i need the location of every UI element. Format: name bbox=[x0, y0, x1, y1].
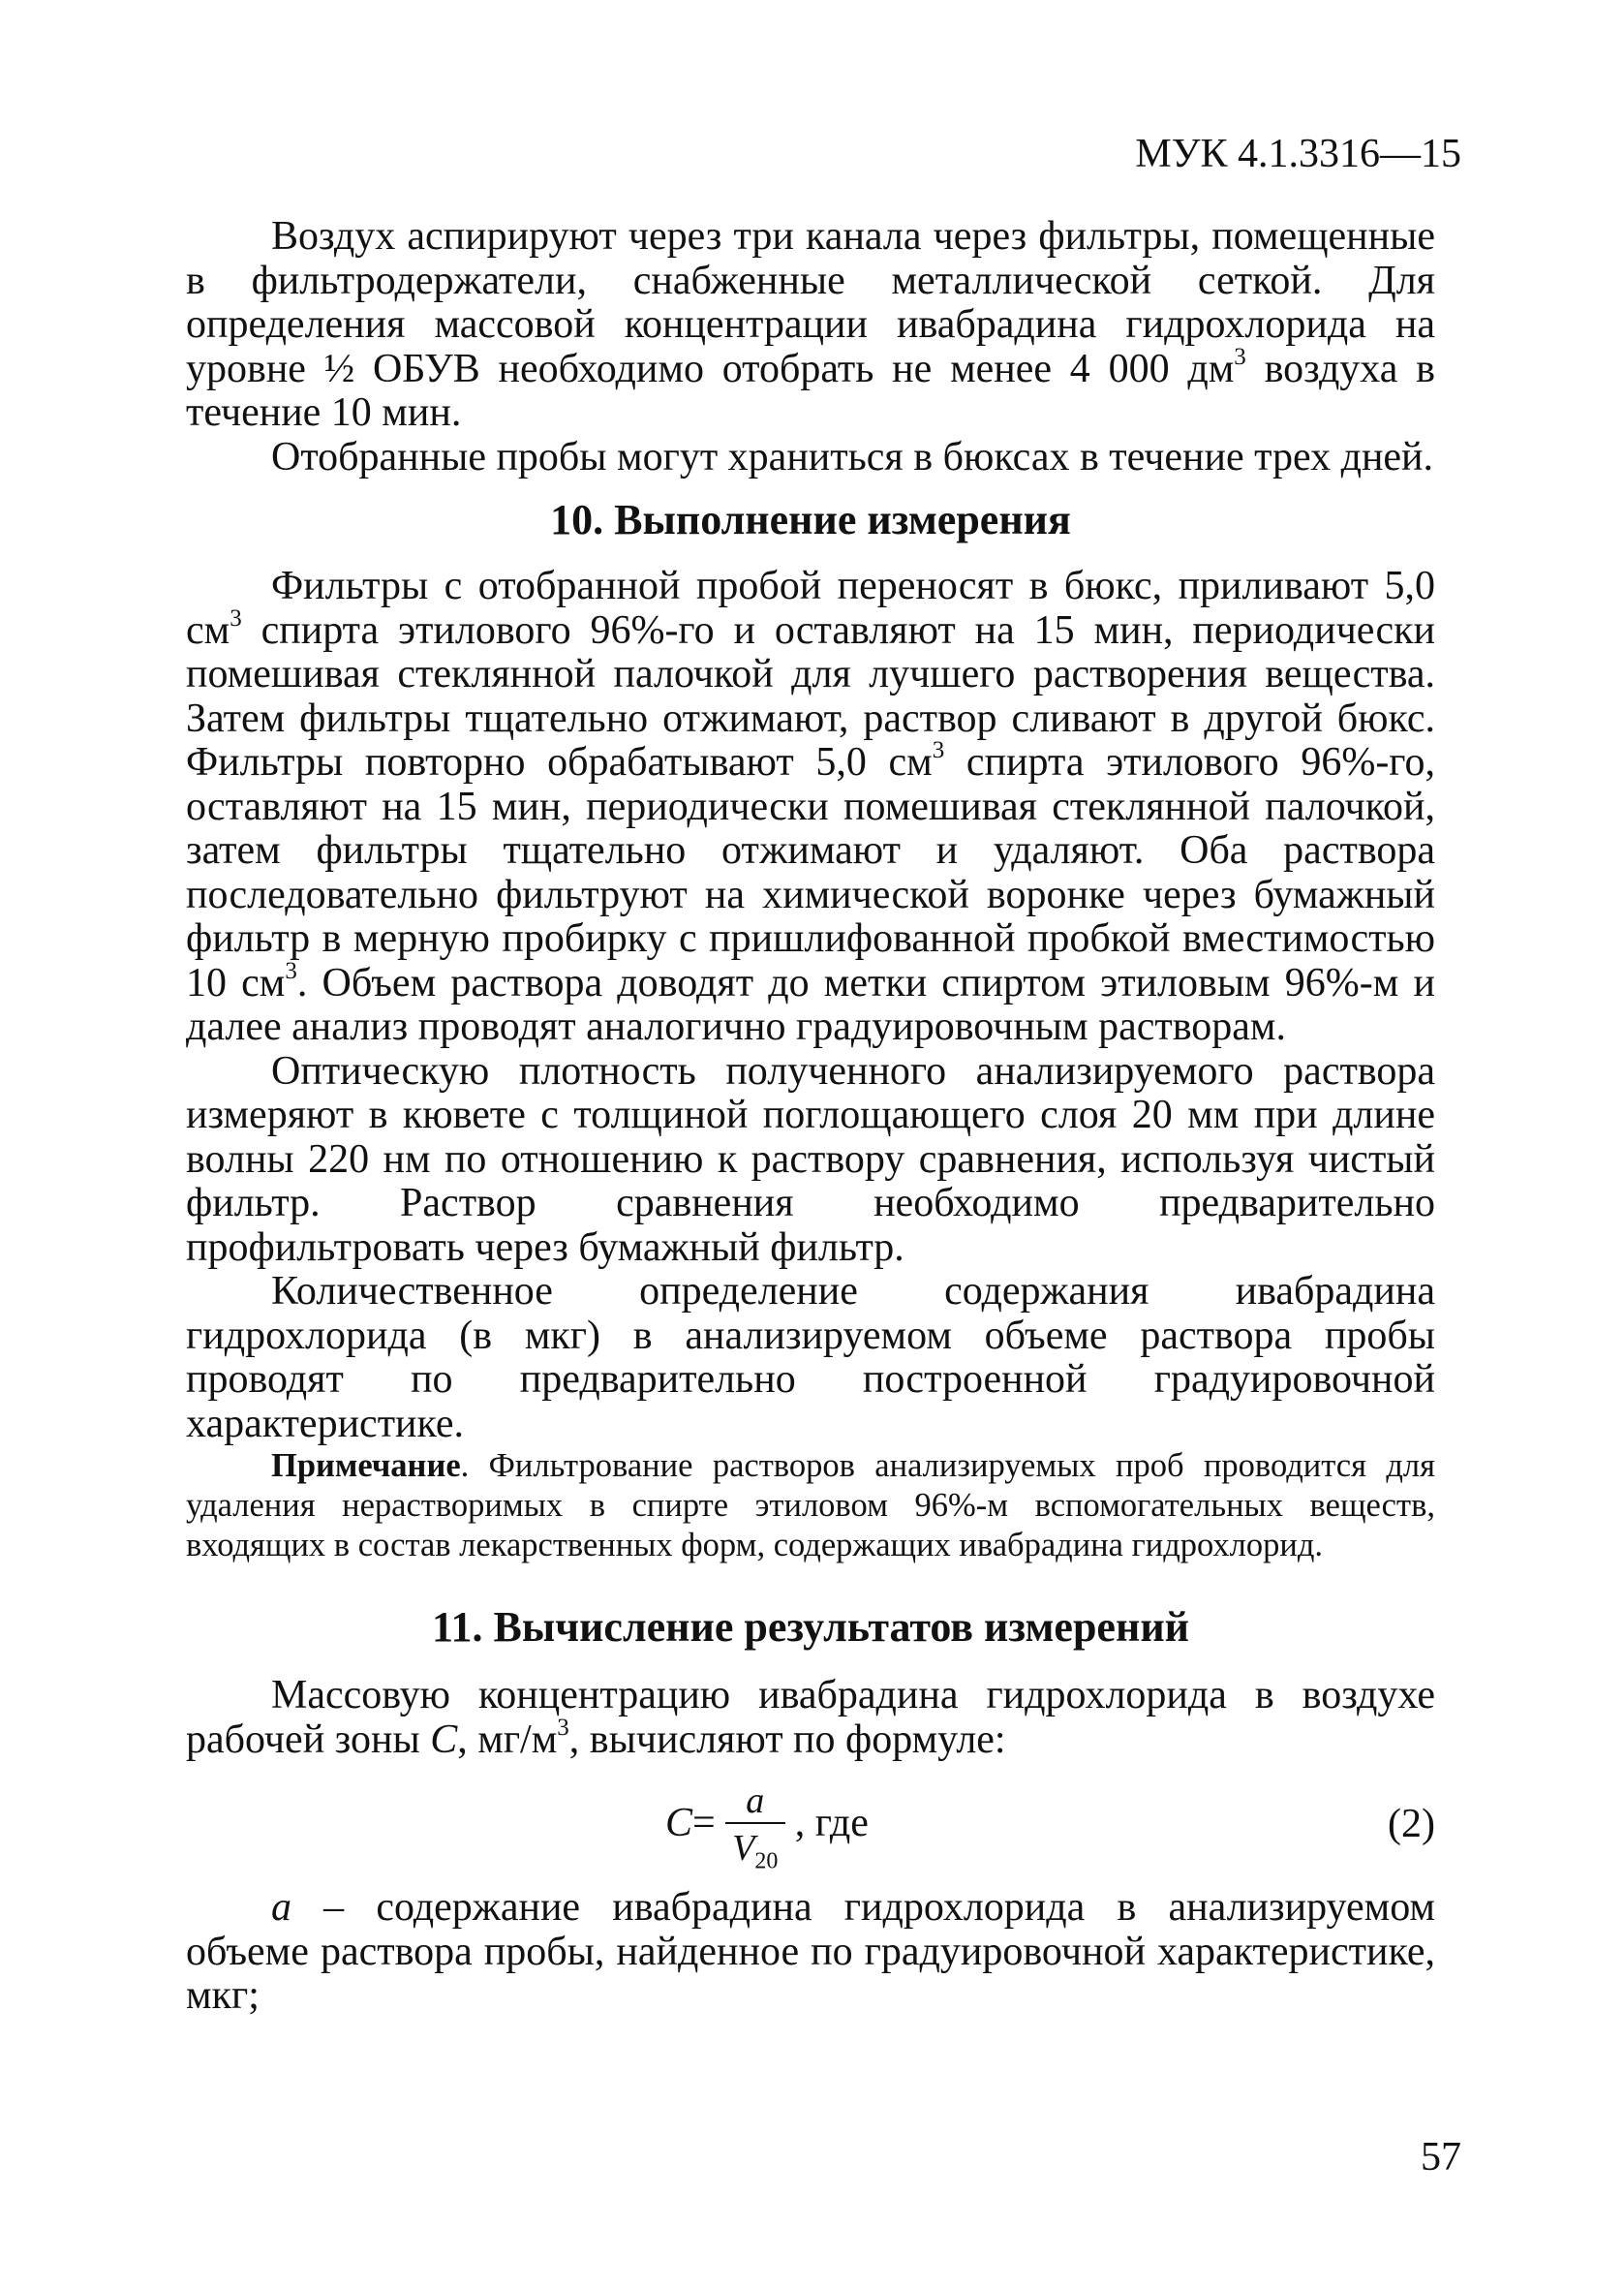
text-fragment: спирта этилового 96%-го и оставляют на 15 мин, периодически помешивая стеклянной палочкой для лучшего растворения вещества. Затем фильтры тщательно отжимают, раствор сливают в другой бюкс. Фильтры повторно обрабатывают 5,0 см bbox=[186, 607, 1435, 785]
formula-numerator: a bbox=[746, 1779, 765, 1821]
section-10-heading: 10. Выполнение измерения bbox=[550, 496, 1071, 543]
page-number: 57 bbox=[1421, 2135, 1461, 2180]
variable-c: C bbox=[430, 1717, 458, 1762]
superscript: 3 bbox=[557, 1714, 569, 1741]
note bbox=[186, 1446, 1435, 1565]
paragraph-variable-definition bbox=[186, 1886, 1435, 2019]
text-fragment: спирта этилового 96%-го, оставляют на 15 мин, периодически помешивая стеклянной палочкой, затем фильтры тщательно отжимают и удаляют. Оба раствора последовательно фильтруют на химической воронке через бумажный фильтр в мерную пробирку с пришлифованной пробкой вместимостью 10 см bbox=[186, 740, 1435, 1005]
formula bbox=[665, 1779, 869, 1874]
paragraph-optical-density: Оптическую плотность полученного анализируемого раствора измеряют в кювете с толщиной поглощающего слоя 20 мм при длине волны 220 нм по отношению к раствору сравнения, используя чистый фильтр. Раствор сравнения необходимо предварительно профильтровать через бумажный фильтр. bbox=[186, 1048, 1435, 1270]
text-fragment: Массовую концентрацию ивабрадина гидрохлорида в воздухе рабочей зоны bbox=[186, 1673, 1435, 1762]
paragraph-quantitative-determination: Количественное определение содержания ивабрадина гидрохлорида (в мкг) в анализируемом объеме раствора пробы проводят по предварительно построенной градуировочной характеристике. bbox=[186, 1269, 1435, 1446]
formula-fraction bbox=[725, 1779, 785, 1874]
superscript: 3 bbox=[285, 957, 297, 984]
page-content bbox=[186, 215, 1435, 2019]
note-label: Примечание bbox=[271, 1447, 461, 1484]
document-code: МУК 4.1.3316—15 bbox=[1135, 132, 1461, 176]
paragraph-sample-storage: Отобранные пробы могут храниться в бюксах в течение трех дней. bbox=[271, 434, 1434, 479]
section-11-heading: 11. Вычисление результатов измерений bbox=[431, 1603, 1190, 1651]
superscript: 3 bbox=[932, 737, 945, 763]
note-text: . Фильтрование растворов анализируемых проб проводится для удаления нерастворимых в спирте этиловом 96%-м вспомогательных веществ, входящих в состав лекарственных форм, содержащих ивабрадина гидрохлорид. bbox=[186, 1447, 1435, 1563]
superscript: 3 bbox=[230, 604, 242, 632]
formula-block bbox=[186, 1779, 1435, 1874]
text-fragment: . Объем раствора доводят до метки спиртом этиловым 96%-м и далее анализ проводят аналогично градуировочным растворам. bbox=[186, 960, 1435, 1049]
text-fragment: – содержание ивабрадина гидрохлорида в анализируемом объеме раствора пробы, найденное по градуировочной характеристике, мкг; bbox=[186, 1885, 1435, 2018]
text-fragment: , мг/м bbox=[457, 1717, 558, 1762]
formula-number: (2) bbox=[1388, 1802, 1435, 1846]
text-fragment: , вычисляют по формуле: bbox=[568, 1717, 1006, 1762]
variable-a: a bbox=[271, 1885, 291, 1930]
formula-equals: = bbox=[692, 1801, 716, 1846]
text-fragment: Воздух аспирируют через три канала через фильтры, помещенные в фильтродержатели, снабженные металлической сеткой. Для определения массовой концентрации ивабрадина гидрохлорида на уровне ½ ОБУВ необходимо отобрать не менее 4 000 дм bbox=[186, 214, 1435, 391]
formula-denominator bbox=[732, 1824, 779, 1874]
paragraph-air-aspiration bbox=[186, 215, 1435, 436]
superscript: 3 bbox=[1234, 343, 1246, 370]
paragraph-filters-processing bbox=[186, 565, 1435, 1050]
text-fragment: воздуха в течение 10 мин. bbox=[186, 346, 1435, 435]
denominator-var: V bbox=[732, 1827, 755, 1869]
formula-lhs: C bbox=[665, 1801, 693, 1846]
paragraph-mass-concentration bbox=[186, 1674, 1435, 1762]
formula-suffix: , где bbox=[794, 1801, 869, 1846]
text-fragment: Фильтры с отобранной пробой переносят в бюкс, приливают 5,0 см bbox=[186, 564, 1435, 653]
denominator-subscript: 20 bbox=[754, 1848, 779, 1874]
